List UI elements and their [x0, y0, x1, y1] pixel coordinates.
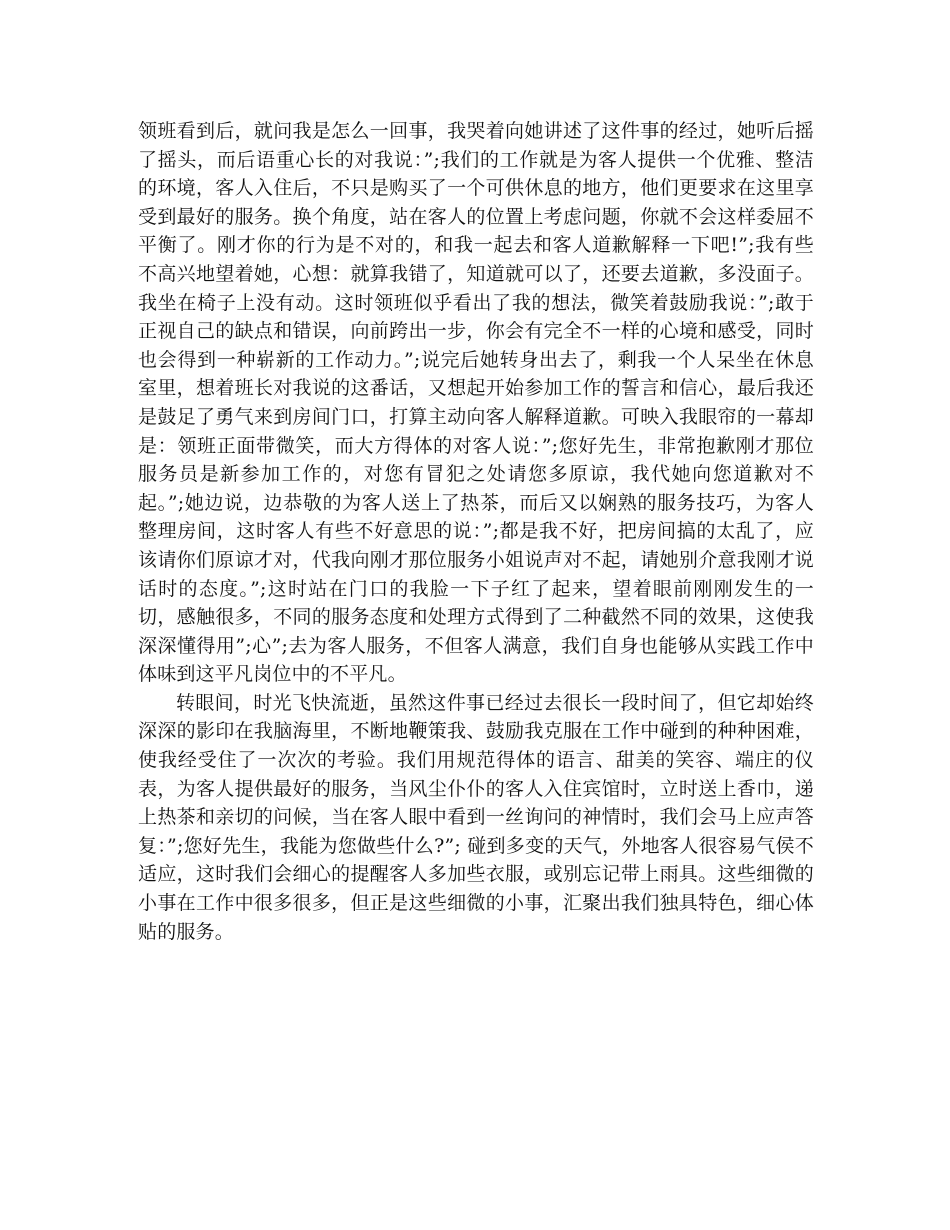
- document-body: [138, 117, 814, 946]
- paragraph-2: 转眼间，时光飞快流逝，虽然这件事已经过去很长一段时间了，但它却始终深深的影印在我脑海里，不断地鞭策我、鼓励我克服在工作中碰到的种种困难，使我经受住了一次次的考验。我们用规范得体的语言、甜美的笑容、端庄的仪表，为客人提供最好的服务，当风尘仆仆的客人入住宾馆时，立时送上香巾，递上热茶和亲切的问候，当在客人眼中看到一丝询问的神情时，我们会马上应声答复：”;您好先生，我能为您做些什么?”; 碰到多变的天气，外地客人很容易气侯不适应，这时我们会细心的提醒客人多加些衣服，或别忘记带上雨具。这些细微的小事在工作中很多很多，但正是这些细微的小事，汇聚出我们独具特色，细心体贴的服务。: [138, 691, 814, 943]
- paragraph-1: 领班看到后，就问我是怎么一回事，我哭着向她讲述了这件事的经过，她听后摇了摇头，而后语重心长的对我说：”;我们的工作就是为客人提供一个优雅、整洁的环境，客人入住后，不只是购买了一个可供休息的地方，他们更要求在这里享受到最好的服务。换个角度，站在客人的位置上考虑问题，你就不会这样委屈不平衡了。刚才你的行为是不对的，和我一起去和客人道歉解释一下吧!”;我有些不高兴地望着她，心想：就算我错了，知道就可以了，还要去道歉，多没面子。我坐在椅子上没有动。这时领班似乎看出了我的想法，微笑着鼓励我说：”;敢于正视自己的缺点和错误，向前跨出一步，你会有完全不一样的心境和感受，同时也会得到一种崭新的工作动力。”;说完后她转身出去了，剩我一个人呆坐在休息室里，想着班长对我说的这番话，又想起开始参加工作的誓言和信心，最后我还是鼓足了勇气来到房间门口，打算主动向客人解释道歉。可映入我眼帘的一幕却是：领班正面带微笑，而大方得体的对客人说：”;您好先生，非常抱歉刚才那位服务员是新参加工作的，对您有冒犯之处请您多原谅，我代她向您道歉对不起。”;她边说，边恭敬的为客人送上了热茶，而后又以娴熟的服务技巧，为客人整理房间，这时客人有些不好意思的说：”;都是我不好，把房间搞的太乱了，应该请你们原谅才对，代我向刚才那位服务小姐说声对不起，请她别介意我刚才说话时的态度。”;这时站在门口的我脸一下子红了起来，望着眼前刚刚发生的一切，感触很多，不同的服务态度和处理方式得到了二种截然不同的效果，这使我深深懂得用”;心”;去为客人服务，不但客人满意，我们自身也能够从实践工作中体味到这平凡岗位中的不平凡。: [138, 120, 814, 686]
